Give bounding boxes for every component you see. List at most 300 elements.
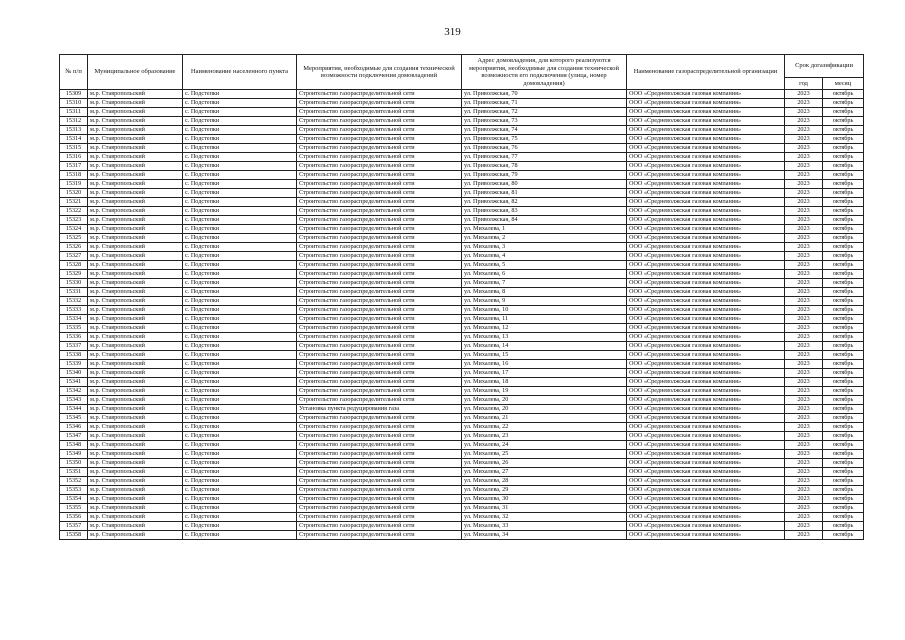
cell-organization: ООО «Средневолжская газовая компания»: [627, 234, 785, 243]
cell-year: 2023: [785, 216, 823, 225]
cell-num: 15355: [60, 504, 88, 513]
cell-municipality: м.р. Ставропольский: [88, 144, 183, 153]
cell-settlement: с. Подстепки: [183, 297, 297, 306]
cell-address: ул. Михалева, 30: [462, 495, 627, 504]
cell-municipality: м.р. Ставропольский: [88, 297, 183, 306]
cell-municipality: м.р. Ставропольский: [88, 288, 183, 297]
cell-measure: Строительство газораспределительной сети: [297, 108, 462, 117]
cell-year: 2023: [785, 108, 823, 117]
cell-municipality: м.р. Ставропольский: [88, 378, 183, 387]
cell-municipality: м.р. Ставропольский: [88, 441, 183, 450]
cell-organization: ООО «Средневолжская газовая компания»: [627, 288, 785, 297]
cell-address: ул. Михалева, 20: [462, 396, 627, 405]
cell-num: 15357: [60, 522, 88, 531]
cell-month: октябрь: [823, 396, 864, 405]
cell-month: октябрь: [823, 351, 864, 360]
cell-month: октябрь: [823, 450, 864, 459]
cell-num: 15316: [60, 153, 88, 162]
table-row: [60, 279, 864, 288]
cell-address: ул. Михалева, 19: [462, 387, 627, 396]
table-row: [60, 522, 864, 531]
cell-organization: ООО «Средневолжская газовая компания»: [627, 360, 785, 369]
table-row: [60, 297, 864, 306]
cell-settlement: с. Подстепки: [183, 306, 297, 315]
cell-num: 15351: [60, 468, 88, 477]
cell-municipality: м.р. Ставропольский: [88, 432, 183, 441]
cell-num: 15324: [60, 225, 88, 234]
table-row: [60, 423, 864, 432]
cell-organization: ООО «Средневолжская газовая компания»: [627, 99, 785, 108]
cell-municipality: м.р. Ставропольский: [88, 99, 183, 108]
cell-num: 15334: [60, 315, 88, 324]
cell-num: 15321: [60, 198, 88, 207]
cell-address: ул. Михалева, 7: [462, 279, 627, 288]
cell-address: ул. Михалева, 1: [462, 225, 627, 234]
cell-organization: ООО «Средневолжская газовая компания»: [627, 207, 785, 216]
cell-municipality: м.р. Ставропольский: [88, 369, 183, 378]
table-row: [60, 135, 864, 144]
cell-year: 2023: [785, 369, 823, 378]
cell-organization: ООО «Средневолжская газовая компания»: [627, 243, 785, 252]
cell-municipality: м.р. Ставропольский: [88, 351, 183, 360]
cell-municipality: м.р. Ставропольский: [88, 414, 183, 423]
table-row: [60, 252, 864, 261]
cell-municipality: м.р. Ставропольский: [88, 495, 183, 504]
cell-measure: Строительство газораспределительной сети: [297, 315, 462, 324]
cell-month: октябрь: [823, 162, 864, 171]
table-row: [60, 144, 864, 153]
cell-measure: Строительство газораспределительной сети: [297, 450, 462, 459]
cell-num: 15310: [60, 99, 88, 108]
cell-municipality: м.р. Ставропольский: [88, 477, 183, 486]
cell-municipality: м.р. Ставропольский: [88, 261, 183, 270]
cell-settlement: с. Подстепки: [183, 360, 297, 369]
cell-measure: Строительство газораспределительной сети: [297, 477, 462, 486]
cell-month: октябрь: [823, 279, 864, 288]
cell-year: 2023: [785, 279, 823, 288]
table-row: [60, 288, 864, 297]
cell-municipality: м.р. Ставропольский: [88, 423, 183, 432]
cell-month: октябрь: [823, 315, 864, 324]
cell-organization: ООО «Средневолжская газовая компания»: [627, 180, 785, 189]
cell-settlement: с. Подстепки: [183, 270, 297, 279]
cell-year: 2023: [785, 261, 823, 270]
cell-month: октябрь: [823, 207, 864, 216]
cell-measure: Строительство газораспределительной сети: [297, 99, 462, 108]
cell-settlement: с. Подстепки: [183, 324, 297, 333]
cell-organization: ООО «Средневолжская газовая компания»: [627, 162, 785, 171]
cell-num: 15339: [60, 360, 88, 369]
cell-measure: Строительство газораспределительной сети: [297, 261, 462, 270]
cell-address: ул. Михалева, 18: [462, 378, 627, 387]
cell-month: октябрь: [823, 378, 864, 387]
cell-settlement: с. Подстепки: [183, 450, 297, 459]
cell-organization: ООО «Средневолжская газовая компания»: [627, 513, 785, 522]
cell-year: 2023: [785, 378, 823, 387]
cell-settlement: с. Подстепки: [183, 378, 297, 387]
cell-measure: Строительство газораспределительной сети: [297, 468, 462, 477]
cell-measure: Строительство газораспределительной сети: [297, 288, 462, 297]
cell-measure: Строительство газораспределительной сети: [297, 90, 462, 99]
cell-municipality: м.р. Ставропольский: [88, 90, 183, 99]
cell-organization: ООО «Средневолжская газовая компания»: [627, 225, 785, 234]
table-row: [60, 477, 864, 486]
table-row: [60, 108, 864, 117]
cell-year: 2023: [785, 144, 823, 153]
table-row: [60, 342, 864, 351]
cell-settlement: с. Подстепки: [183, 504, 297, 513]
cell-address: ул. Михалева, 32: [462, 513, 627, 522]
table-row: [60, 126, 864, 135]
cell-settlement: с. Подстепки: [183, 522, 297, 531]
cell-municipality: м.р. Ставропольский: [88, 306, 183, 315]
cell-year: 2023: [785, 405, 823, 414]
cell-settlement: с. Подстепки: [183, 216, 297, 225]
cell-measure: Строительство газораспределительной сети: [297, 504, 462, 513]
cell-month: октябрь: [823, 252, 864, 261]
cell-address: ул. Михалева, 15: [462, 351, 627, 360]
table-row: [60, 486, 864, 495]
cell-measure: Строительство газораспределительной сети: [297, 189, 462, 198]
cell-year: 2023: [785, 234, 823, 243]
cell-measure: Строительство газораспределительной сети: [297, 306, 462, 315]
cell-settlement: с. Подстепки: [183, 252, 297, 261]
cell-measure: Строительство газораспределительной сети: [297, 432, 462, 441]
cell-measure: Строительство газораспределительной сети: [297, 252, 462, 261]
cell-measure: Строительство газораспределительной сети: [297, 351, 462, 360]
table-row: [60, 531, 864, 540]
cell-month: октябрь: [823, 144, 864, 153]
cell-address: ул. Михалева, 21: [462, 414, 627, 423]
header-organization: Наименование газораспределительной организации: [627, 55, 785, 90]
cell-municipality: м.р. Ставропольский: [88, 531, 183, 540]
cell-year: 2023: [785, 270, 823, 279]
cell-address: ул. Михалева, 17: [462, 369, 627, 378]
table-row: [60, 441, 864, 450]
table-row: [60, 495, 864, 504]
cell-month: октябрь: [823, 495, 864, 504]
table-row: [60, 504, 864, 513]
table-row: [60, 324, 864, 333]
cell-year: 2023: [785, 387, 823, 396]
cell-year: 2023: [785, 504, 823, 513]
cell-month: октябрь: [823, 405, 864, 414]
cell-address: ул. Михалева, 3: [462, 243, 627, 252]
cell-measure: Строительство газораспределительной сети: [297, 126, 462, 135]
cell-address: ул. Михалева, 33: [462, 522, 627, 531]
cell-organization: ООО «Средневолжская газовая компания»: [627, 432, 785, 441]
cell-num: 15342: [60, 387, 88, 396]
table-row: [60, 450, 864, 459]
cell-address: ул. Приволжская, 78: [462, 162, 627, 171]
cell-settlement: с. Подстепки: [183, 144, 297, 153]
cell-settlement: с. Подстепки: [183, 405, 297, 414]
cell-settlement: с. Подстепки: [183, 153, 297, 162]
cell-year: 2023: [785, 288, 823, 297]
cell-municipality: м.р. Ставропольский: [88, 153, 183, 162]
cell-settlement: с. Подстепки: [183, 117, 297, 126]
cell-address: ул. Приволжская, 76: [462, 144, 627, 153]
cell-settlement: с. Подстепки: [183, 477, 297, 486]
cell-organization: ООО «Средневолжская газовая компания»: [627, 468, 785, 477]
cell-year: 2023: [785, 180, 823, 189]
cell-year: 2023: [785, 315, 823, 324]
cell-municipality: м.р. Ставропольский: [88, 396, 183, 405]
cell-year: 2023: [785, 306, 823, 315]
cell-num: 15331: [60, 288, 88, 297]
cell-num: 15318: [60, 171, 88, 180]
cell-year: 2023: [785, 189, 823, 198]
cell-measure: Строительство газораспределительной сети: [297, 243, 462, 252]
cell-month: октябрь: [823, 423, 864, 432]
cell-settlement: с. Подстепки: [183, 243, 297, 252]
cell-measure: Строительство газораспределительной сети: [297, 414, 462, 423]
cell-month: октябрь: [823, 243, 864, 252]
cell-organization: ООО «Средневолжская газовая компания»: [627, 414, 785, 423]
table-row: [60, 270, 864, 279]
table-row: [60, 333, 864, 342]
cell-address: ул. Приволжская, 83: [462, 207, 627, 216]
cell-organization: ООО «Средневолжская газовая компания»: [627, 126, 785, 135]
cell-address: ул. Приволжская, 70: [462, 90, 627, 99]
cell-municipality: м.р. Ставропольский: [88, 135, 183, 144]
table-row: [60, 405, 864, 414]
table-row: [60, 414, 864, 423]
cell-year: 2023: [785, 360, 823, 369]
cell-organization: ООО «Средневолжская газовая компания»: [627, 387, 785, 396]
cell-organization: ООО «Средневолжская газовая компания»: [627, 351, 785, 360]
cell-organization: ООО «Средневолжская газовая компания»: [627, 90, 785, 99]
cell-num: 15354: [60, 495, 88, 504]
cell-municipality: м.р. Ставропольский: [88, 342, 183, 351]
cell-month: октябрь: [823, 270, 864, 279]
cell-settlement: с. Подстепки: [183, 108, 297, 117]
cell-address: ул. Михалева, 14: [462, 342, 627, 351]
cell-month: октябрь: [823, 297, 864, 306]
cell-num: 15350: [60, 459, 88, 468]
cell-measure: Строительство газораспределительной сети: [297, 387, 462, 396]
cell-settlement: с. Подстепки: [183, 495, 297, 504]
cell-year: 2023: [785, 252, 823, 261]
cell-num: 15343: [60, 396, 88, 405]
cell-measure: Строительство газораспределительной сети: [297, 117, 462, 126]
cell-month: октябрь: [823, 90, 864, 99]
cell-month: октябрь: [823, 342, 864, 351]
cell-year: 2023: [785, 414, 823, 423]
cell-num: 15348: [60, 441, 88, 450]
table-row: [60, 162, 864, 171]
cell-municipality: м.р. Ставропольский: [88, 459, 183, 468]
cell-num: 15325: [60, 234, 88, 243]
cell-month: октябрь: [823, 360, 864, 369]
table-row: [60, 432, 864, 441]
cell-municipality: м.р. Ставропольский: [88, 225, 183, 234]
cell-municipality: м.р. Ставропольский: [88, 360, 183, 369]
cell-municipality: м.р. Ставропольский: [88, 108, 183, 117]
cell-num: 15335: [60, 324, 88, 333]
cell-municipality: м.р. Ставропольский: [88, 171, 183, 180]
page-number: 319: [444, 26, 461, 38]
cell-organization: ООО «Средневолжская газовая компания»: [627, 495, 785, 504]
cell-num: 15346: [60, 423, 88, 432]
cell-measure: Строительство газораспределительной сети: [297, 333, 462, 342]
cell-year: 2023: [785, 243, 823, 252]
table-row: [60, 459, 864, 468]
cell-organization: ООО «Средневолжская газовая компания»: [627, 171, 785, 180]
header-municipality: Муниципальное образование: [88, 55, 183, 90]
cell-month: октябрь: [823, 324, 864, 333]
cell-municipality: м.р. Ставропольский: [88, 216, 183, 225]
cell-measure: Строительство газораспределительной сети: [297, 171, 462, 180]
cell-organization: ООО «Средневолжская газовая компания»: [627, 279, 785, 288]
cell-municipality: м.р. Ставропольский: [88, 522, 183, 531]
cell-address: ул. Михалева, 10: [462, 306, 627, 315]
cell-month: октябрь: [823, 225, 864, 234]
cell-month: октябрь: [823, 99, 864, 108]
header-row: [60, 55, 864, 78]
table-row: [60, 189, 864, 198]
cell-measure: Строительство газораспределительной сети: [297, 369, 462, 378]
table-row: [60, 234, 864, 243]
cell-address: ул. Приволжская, 77: [462, 153, 627, 162]
cell-num: 15309: [60, 90, 88, 99]
cell-month: октябрь: [823, 117, 864, 126]
cell-organization: ООО «Средневолжская газовая компания»: [627, 135, 785, 144]
cell-year: 2023: [785, 342, 823, 351]
cell-measure: Строительство газораспределительной сети: [297, 378, 462, 387]
table-row: [60, 306, 864, 315]
cell-organization: ООО «Средневолжская газовая компания»: [627, 486, 785, 495]
cell-month: октябрь: [823, 198, 864, 207]
cell-measure: Строительство газораспределительной сети: [297, 234, 462, 243]
table-row: [60, 90, 864, 99]
cell-measure: Строительство газораспределительной сети: [297, 153, 462, 162]
cell-month: октябрь: [823, 306, 864, 315]
cell-address: ул. Приволжская, 81: [462, 189, 627, 198]
table-row: [60, 360, 864, 369]
table-row: [60, 387, 864, 396]
cell-measure: Строительство газораспределительной сети: [297, 198, 462, 207]
cell-settlement: с. Подстепки: [183, 513, 297, 522]
table-row: [60, 396, 864, 405]
cell-num: 15322: [60, 207, 88, 216]
cell-organization: ООО «Средневолжская газовая компания»: [627, 306, 785, 315]
cell-year: 2023: [785, 396, 823, 405]
cell-measure: Строительство газораспределительной сети: [297, 531, 462, 540]
cell-settlement: с. Подстепки: [183, 414, 297, 423]
cell-address: ул. Михалева, 4: [462, 252, 627, 261]
cell-settlement: с. Подстепки: [183, 171, 297, 180]
cell-year: 2023: [785, 333, 823, 342]
cell-num: 15323: [60, 216, 88, 225]
cell-year: 2023: [785, 495, 823, 504]
cell-municipality: м.р. Ставропольский: [88, 270, 183, 279]
cell-settlement: с. Подстепки: [183, 351, 297, 360]
cell-num: 15337: [60, 342, 88, 351]
cell-year: 2023: [785, 441, 823, 450]
table-row: [60, 513, 864, 522]
cell-settlement: с. Подстепки: [183, 99, 297, 108]
cell-address: ул. Приволжская, 74: [462, 126, 627, 135]
cell-address: ул. Михалева, 20: [462, 405, 627, 414]
cell-address: ул. Приволжская, 80: [462, 180, 627, 189]
cell-municipality: м.р. Ставропольский: [88, 126, 183, 135]
cell-measure: Строительство газораспределительной сети: [297, 162, 462, 171]
cell-measure: Строительство газораспределительной сети: [297, 360, 462, 369]
gasification-table: [59, 54, 864, 540]
cell-municipality: м.р. Ставропольский: [88, 315, 183, 324]
cell-month: октябрь: [823, 234, 864, 243]
cell-settlement: с. Подстепки: [183, 396, 297, 405]
cell-address: ул. Михалева, 2: [462, 234, 627, 243]
cell-organization: ООО «Средневолжская газовая компания»: [627, 441, 785, 450]
cell-organization: ООО «Средневолжская газовая компания»: [627, 423, 785, 432]
cell-measure: Строительство газораспределительной сети: [297, 423, 462, 432]
cell-settlement: с. Подстепки: [183, 441, 297, 450]
cell-municipality: м.р. Ставропольский: [88, 162, 183, 171]
cell-municipality: м.р. Ставропольский: [88, 279, 183, 288]
cell-municipality: м.р. Ставропольский: [88, 387, 183, 396]
table-row: [60, 117, 864, 126]
cell-num: 15311: [60, 108, 88, 117]
cell-municipality: м.р. Ставропольский: [88, 234, 183, 243]
cell-year: 2023: [785, 513, 823, 522]
cell-settlement: с. Подстепки: [183, 342, 297, 351]
cell-measure: Строительство газораспределительной сети: [297, 270, 462, 279]
cell-num: 15314: [60, 135, 88, 144]
cell-month: октябрь: [823, 504, 864, 513]
table-row: [60, 369, 864, 378]
cell-municipality: м.р. Ставропольский: [88, 468, 183, 477]
cell-month: октябрь: [823, 414, 864, 423]
cell-year: 2023: [785, 450, 823, 459]
cell-organization: ООО «Средневолжская газовая компания»: [627, 459, 785, 468]
cell-settlement: с. Подстепки: [183, 135, 297, 144]
table-row: [60, 315, 864, 324]
cell-settlement: с. Подстепки: [183, 261, 297, 270]
cell-month: октябрь: [823, 135, 864, 144]
cell-address: ул. Михалева, 5: [462, 261, 627, 270]
cell-year: 2023: [785, 459, 823, 468]
cell-num: 15347: [60, 432, 88, 441]
cell-month: октябрь: [823, 441, 864, 450]
cell-num: 15329: [60, 270, 88, 279]
cell-year: 2023: [785, 171, 823, 180]
cell-organization: ООО «Средневолжская газовая компания»: [627, 531, 785, 540]
cell-month: октябрь: [823, 531, 864, 540]
cell-settlement: с. Подстепки: [183, 288, 297, 297]
cell-year: 2023: [785, 99, 823, 108]
cell-address: ул. Приволжская, 79: [462, 171, 627, 180]
cell-num: 15317: [60, 162, 88, 171]
cell-num: 15352: [60, 477, 88, 486]
cell-month: октябрь: [823, 369, 864, 378]
cell-measure: Строительство газораспределительной сети: [297, 342, 462, 351]
cell-municipality: м.р. Ставропольский: [88, 513, 183, 522]
cell-organization: ООО «Средневолжская газовая компания»: [627, 342, 785, 351]
cell-organization: ООО «Средневолжская газовая компания»: [627, 450, 785, 459]
cell-municipality: м.р. Ставропольский: [88, 207, 183, 216]
cell-year: 2023: [785, 477, 823, 486]
cell-measure: Строительство газораспределительной сети: [297, 495, 462, 504]
table-row: [60, 468, 864, 477]
cell-organization: ООО «Средневолжская газовая компания»: [627, 297, 785, 306]
cell-municipality: м.р. Ставропольский: [88, 324, 183, 333]
cell-organization: ООО «Средневолжская газовая компания»: [627, 324, 785, 333]
cell-month: октябрь: [823, 432, 864, 441]
header-month: месяц: [823, 78, 864, 90]
cell-month: октябрь: [823, 288, 864, 297]
